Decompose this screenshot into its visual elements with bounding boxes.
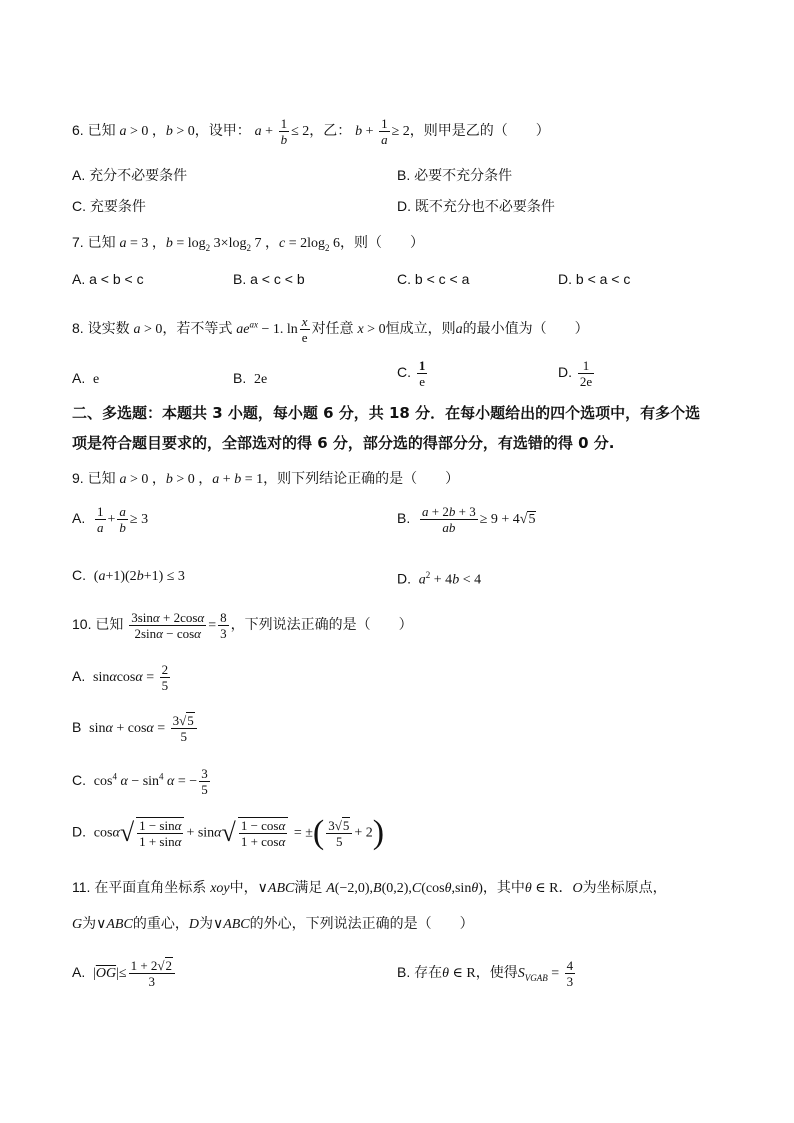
q7-option-a: A. a < b < c (72, 271, 144, 287)
q11-option-b: B. 存在θ ∈ R，使得$S_{VGAB}$ = $\frac{4}{3}$ (397, 958, 574, 989)
q8-option-a: A. e (72, 370, 100, 387)
q7-option-d: D. b < a < c (558, 271, 631, 287)
q10-option-b: B sinα + cosα = $\frac{3√5}{5}$ (72, 713, 199, 744)
q6-option-c: C. 充要条件 (72, 198, 146, 214)
q9-option-a: A. $\frac{1}{a}$ + $\frac{a}{b}$ ≥ 3 (72, 504, 149, 535)
q8-option-c: C. $\frac{1}{e}$ (397, 358, 426, 389)
q11-line-2: G为∨ABC的重心，D为∨ABC的外心，下列说法正确的是（ ） (72, 915, 474, 932)
q7-stem: 7. 已知 a = 3 ，$b = \log_2 3\times\log_2$ 7 ，$c = 2\log_2$ 6，则（ ） (72, 234, 424, 253)
q6-option-b: B. 必要不充分条件 (397, 167, 513, 183)
q11-option-a: A. $|\overline{OG}|\le$ $\frac{1 + 2√2}{3}$ (72, 958, 177, 989)
q10-option-c: C. $\cos^4 \alpha - \sin^4 \alpha$ = − $\frac{3}{5}$ (72, 766, 208, 797)
q6-option-a: A. 充分不必要条件 (72, 167, 188, 183)
q6-stem: 6. 已知 a > 0 ，b > 0，设甲： a + $\frac{1}{b}$ ≤ 2，乙： b + $\frac{1}{a}$ ≥ 2，则甲是乙的（ ） (72, 116, 550, 147)
q8-stem: 8. 设实数 a > 0，若不等式 $ae^{ax} - 1$. ln $\frac{x}{e}$ 对任意 x > 0恒成立，则a的最小值为（ ） (72, 314, 589, 345)
q9-stem: 9. 已知 a > 0 ，b > 0 ，a + b = 1，则下列结论正确的是（ ） (72, 470, 460, 487)
q6-option-d: D. 既不充分也不必要条件 (397, 198, 555, 214)
q10-option-d: D. cosα√ $\frac{1 - \sin\alpha}{1 + \sin\alpha}$ + sinα√ $\frac{1 - \cos\alpha}{1 + \cos\alpha}$ = ±( $\frac{3√5}{5}$ + 2) (72, 814, 385, 851)
q7-option-b: B. a < c < b (233, 271, 305, 287)
q7-option-c: C. b < c < a (397, 271, 470, 287)
section-heading: 二、多选题：本题共 3 小题，每小题 6 分，共 18 分．在每小题给出的四个选项中，有多个选 项是符合题目要求的，全部选对的得 6 分，部分选的得部分分，有选错的得 0 分. (72, 404, 701, 452)
q8-option-d: D. $\frac{1}{2e}$ (558, 358, 593, 389)
q10-option-a: A. sinαcosα = $\frac{2}{5}$ (72, 662, 169, 693)
q10-stem: 10. 已知 $\frac{3\sin\alpha + 2\cos\alpha}{2\sin\alpha - \cos\alpha}$ = $\frac{8}{3}$ ，下列说法正确的是（ ） (72, 610, 413, 641)
q9-option-d: D. $a^2 + 4b < 4$ (397, 570, 482, 588)
q8-option-b: B. 2e (233, 370, 268, 387)
q9-option-c: C. (a+1)(2b+1) ≤ 3 (72, 567, 185, 584)
q11-line-1: 11. 在平面直角坐标系 xoy中，∨ABC满足 A(−2,0),B(0,2),C(cosθ,sinθ)，其中θ ∈ R．O为坐标原点， (72, 879, 667, 896)
q9-option-b: B. $\frac{a + 2b + 3}{ab}$ ≥ 9 + 4√5 (397, 504, 536, 535)
